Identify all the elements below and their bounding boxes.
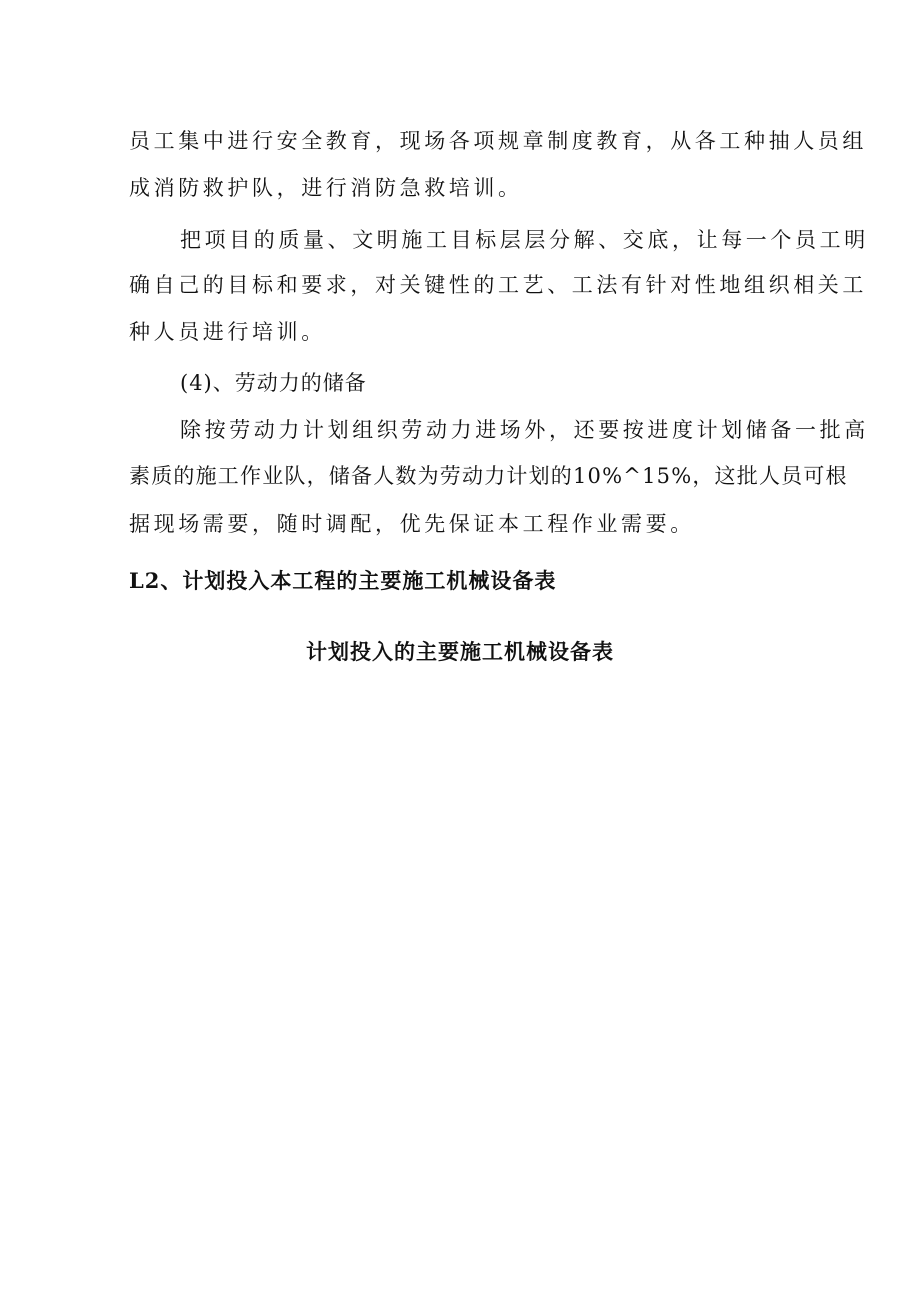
section-heading: L2、计划投入本工程的主要施工机械设备表 xyxy=(129,568,557,593)
paragraph-2-line-2: 确自己的目标和要求，对关键性的工艺、工法有针对性地组织相关工 xyxy=(129,273,867,297)
subsection-heading: (4)、劳动力的储备 xyxy=(180,371,367,395)
paragraph-1-line-1: 员工集中进行安全教育，现场各项规章制度教育，从各工种抽人员组 xyxy=(129,129,867,153)
paragraph-1-line-2: 成消防救护队，进行消防急救培训。 xyxy=(129,176,523,200)
paragraph-2-line-1: 把项目的质量、文明施工目标层层分解、交底，让每一个员工明 xyxy=(180,228,869,252)
table-title: 计划投入的主要施工机械设备表 xyxy=(306,639,614,664)
paragraph-2-line-3: 种人员进行培训。 xyxy=(129,320,326,344)
paragraph-3-line-1: 除按劳动力计划组织劳动力进场外，还要按进度计划储备一批高 xyxy=(180,418,869,442)
paragraph-3-line-2: 素质的施工作业队，储备人数为劳动力计划的10%^15%，这批人员可根 xyxy=(129,464,848,488)
paragraph-3-line-3: 据现场需要，随时调配，优先保证本工程作业需要。 xyxy=(129,512,695,536)
